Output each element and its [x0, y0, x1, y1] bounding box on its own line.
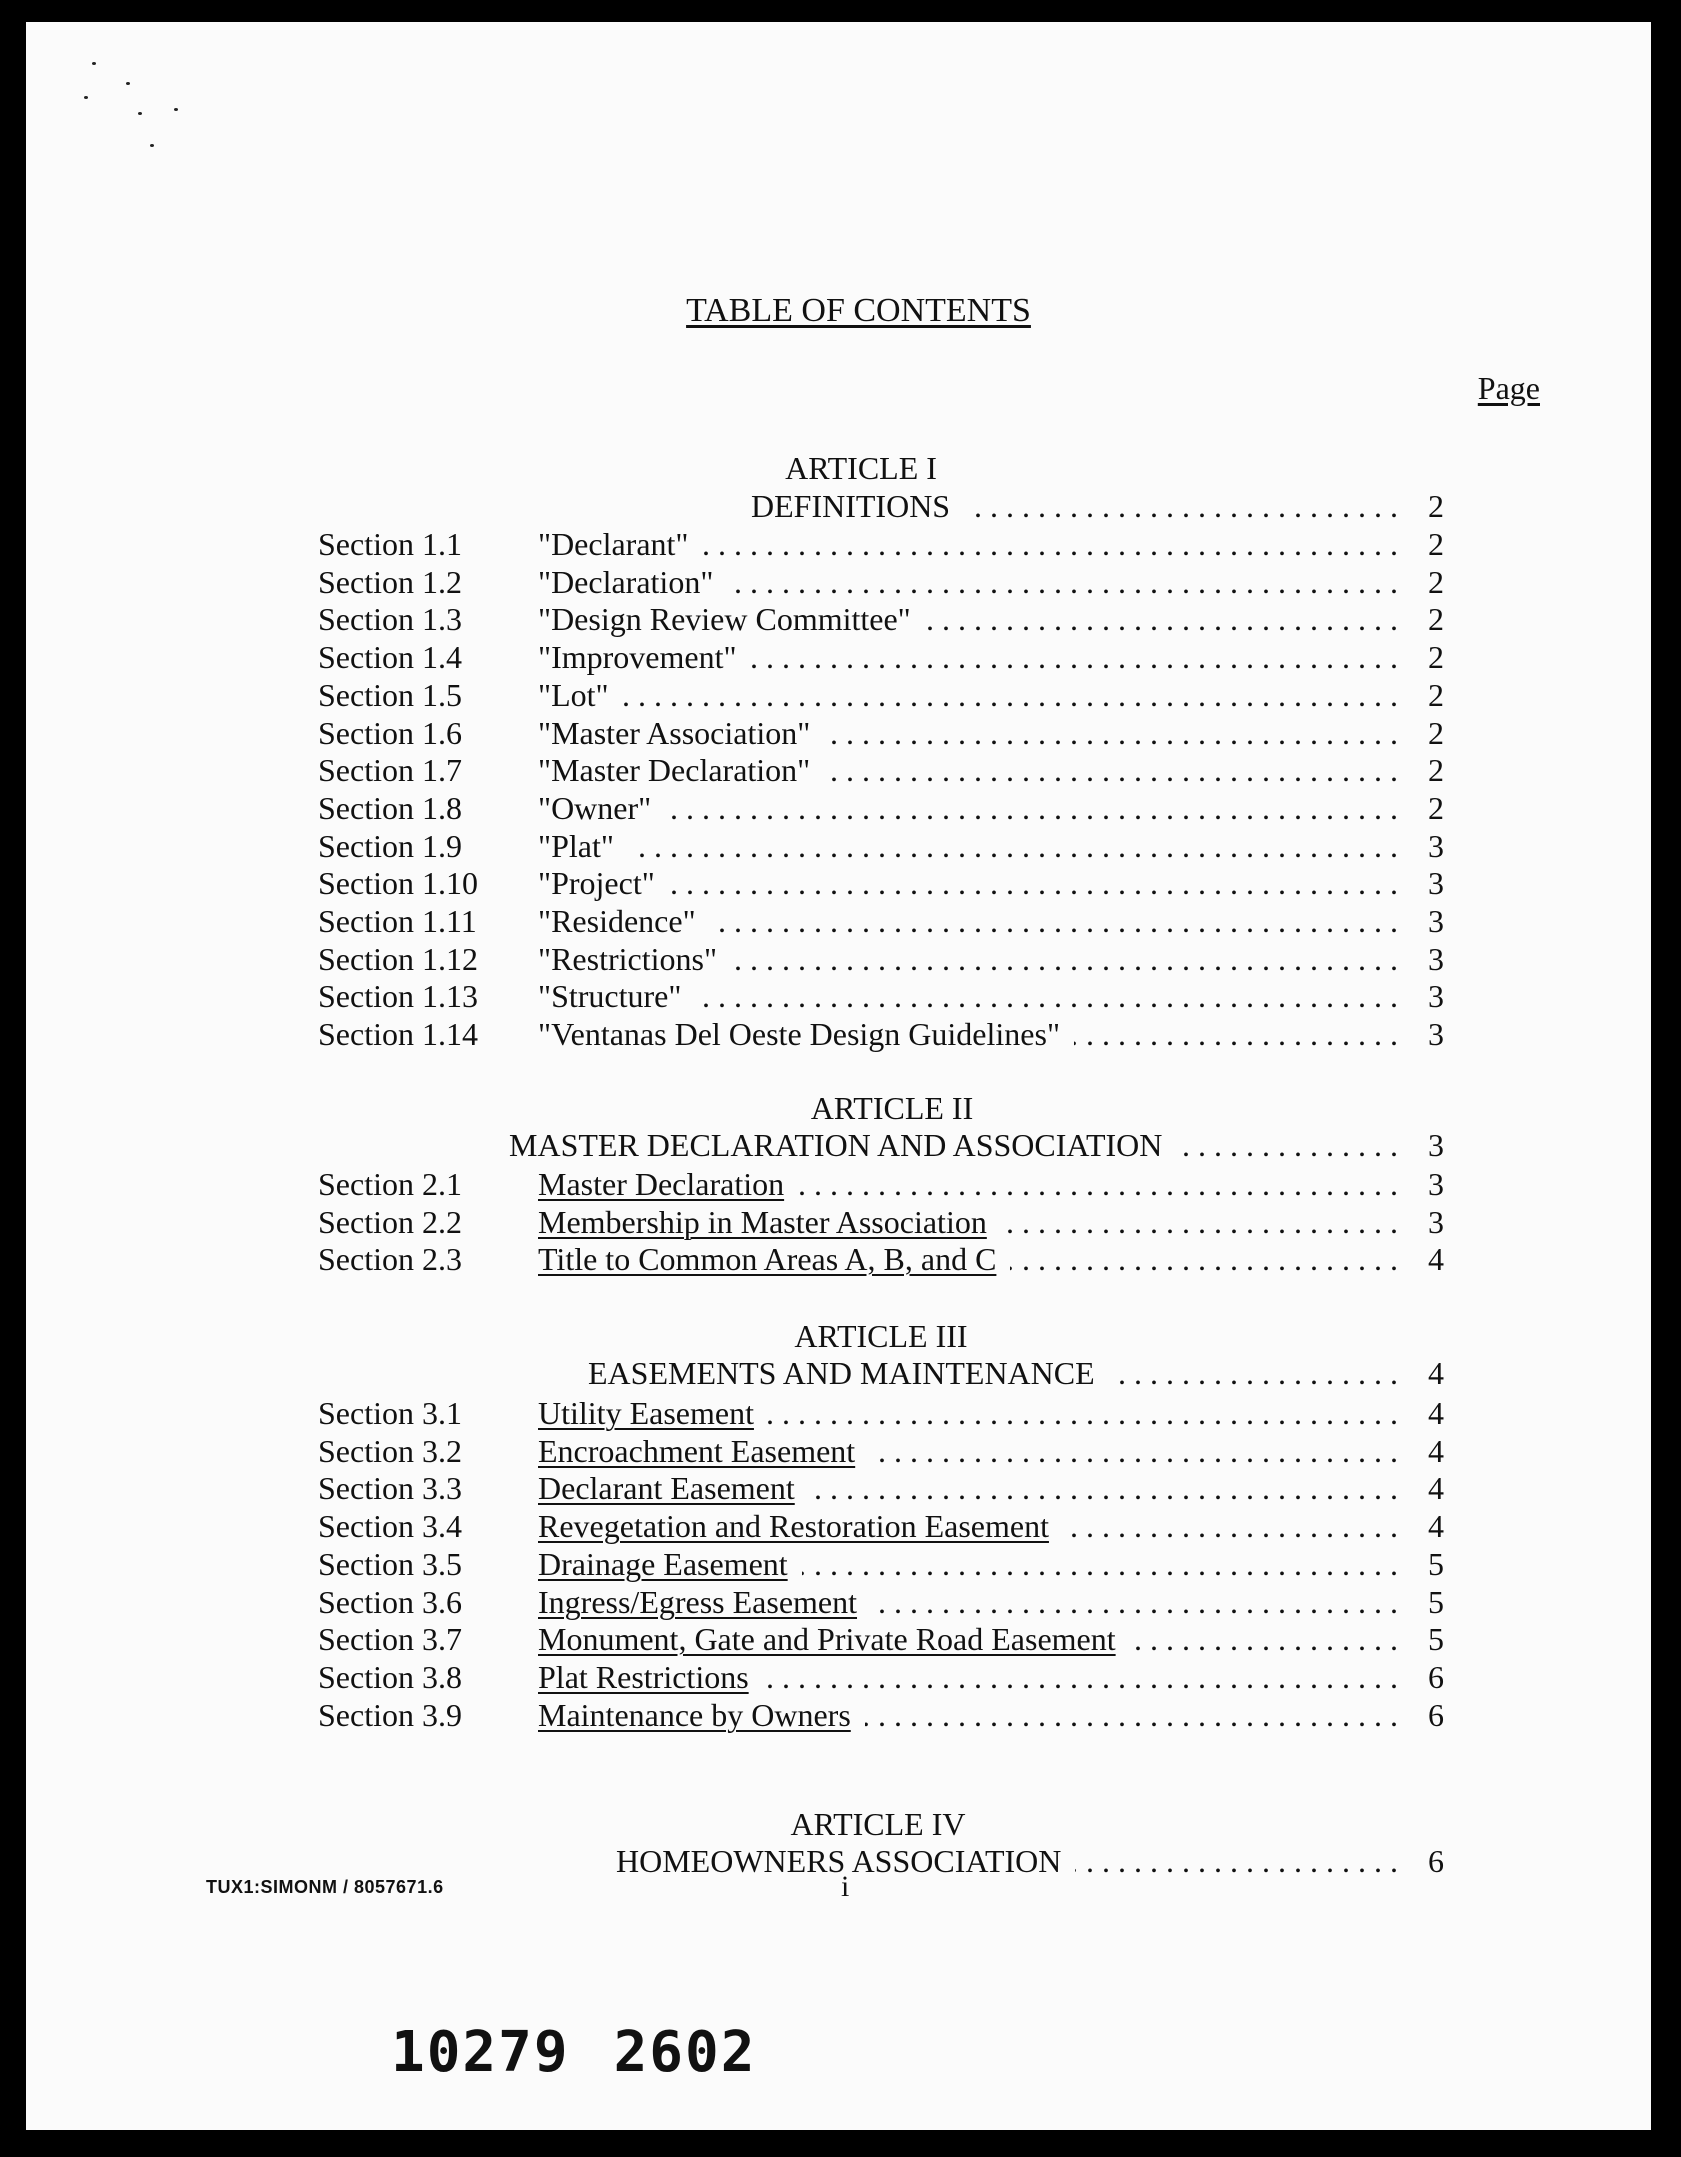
toc-row	[26, 977, 1651, 1015]
section-label: Section 1.1	[318, 526, 462, 562]
toc-row	[26, 714, 1651, 752]
toc-row-title	[538, 1545, 802, 1583]
toc-row-title	[538, 1394, 768, 1432]
dot-leader	[538, 676, 1398, 714]
toc-row-page: 3	[1428, 1016, 1444, 1052]
toc-row-text: Monument, Gate and Private Road Easement	[538, 1621, 1116, 1657]
section-label: Section 3.6	[318, 1584, 462, 1620]
toc-row-page: 6	[1428, 1697, 1444, 1733]
article-heading-page: 2	[1428, 488, 1444, 524]
speck-mark	[174, 108, 178, 111]
toc-row-text: Title to Common Areas A, B, and C	[538, 1241, 997, 1277]
toc-row-text: "Lot"	[538, 677, 609, 713]
toc-row-title	[538, 864, 669, 902]
toc-row	[26, 1545, 1651, 1583]
section-label: Section 3.3	[318, 1470, 462, 1506]
toc-row-text: "Declaration"	[538, 564, 714, 600]
toc-row-title	[538, 1583, 871, 1621]
toc-row-page: 3	[1428, 903, 1444, 939]
toc-row-page: 2	[1428, 639, 1444, 675]
toc-row-text: "Ventanas Del Oeste Design Guidelines"	[538, 1016, 1060, 1052]
article-number: ARTICLE III	[794, 1318, 968, 1354]
page-column-label: Page	[1477, 370, 1540, 406]
toc-row-page: 4	[1428, 1508, 1444, 1544]
toc-row-text: Revegetation and Restoration Easement	[538, 1508, 1049, 1544]
toc-row-text: Master Declaration	[538, 1166, 785, 1202]
article-heading	[26, 487, 1651, 525]
toc-row	[26, 600, 1651, 638]
toc-row	[26, 940, 1651, 978]
document-page	[26, 22, 1651, 2130]
toc-row-title	[538, 1165, 798, 1203]
section-label: Section 1.4	[318, 639, 462, 675]
toc-row	[26, 638, 1651, 676]
section-label: Section 1.6	[318, 715, 462, 751]
toc-row	[26, 1165, 1651, 1203]
toc-row-text: "Master Declaration"	[538, 752, 811, 788]
speck-mark	[138, 112, 142, 115]
toc-row-title	[538, 563, 727, 601]
toc-row-text: Maintenance by Owners	[538, 1697, 851, 1733]
dot-leader	[538, 789, 1398, 827]
toc-row-title	[538, 827, 628, 865]
toc-row-text: Drainage Easement	[538, 1546, 788, 1582]
toc-row	[26, 1015, 1651, 1053]
toc-row-page: 4	[1428, 1470, 1444, 1506]
toc-row	[26, 676, 1651, 714]
toc-row-page: 3	[1428, 1204, 1444, 1240]
toc-row-page: 5	[1428, 1546, 1444, 1582]
article-heading-text: HOMEOWNERS ASSOCIATION	[616, 1843, 1062, 1879]
toc-row-title	[538, 1507, 1063, 1545]
toc-row-text: "Design Review Committee"	[538, 601, 911, 637]
section-label: Section 2.2	[318, 1204, 462, 1240]
section-label: Section 1.14	[318, 1016, 478, 1052]
toc-row-page: 2	[1428, 790, 1444, 826]
section-label: Section 1.12	[318, 941, 478, 977]
toc-row	[26, 1394, 1651, 1432]
article-heading-title	[588, 1354, 1109, 1392]
toc-row-title	[538, 638, 751, 676]
toc-row-page: 4	[1428, 1395, 1444, 1431]
toc-row	[26, 1507, 1651, 1545]
speck-mark	[126, 82, 130, 85]
section-label: Section 2.3	[318, 1241, 462, 1277]
toc-row-title	[538, 600, 925, 638]
document-id: TUX1:SIMONM / 8057671.6	[206, 1877, 444, 1897]
toc-row-title	[538, 902, 710, 940]
toc-row-page: 3	[1428, 828, 1444, 864]
toc-row-text: "Declarant"	[538, 526, 689, 562]
toc-row-page: 2	[1428, 715, 1444, 751]
article-heading-text: EASEMENTS AND MAINTENANCE	[588, 1355, 1095, 1391]
stamp-part: 10279	[391, 2020, 570, 2085]
toc-row-page: 2	[1428, 752, 1444, 788]
toc-row	[26, 1469, 1651, 1507]
section-label: Section 1.13	[318, 978, 478, 1014]
toc-row-page: 5	[1428, 1621, 1444, 1657]
article-heading	[26, 1354, 1651, 1392]
article-number: ARTICLE II	[810, 1090, 974, 1126]
toc-row	[26, 827, 1651, 865]
section-label: Section 1.8	[318, 790, 462, 826]
section-label: Section 1.7	[318, 752, 462, 788]
section-label: Section 3.4	[318, 1508, 462, 1544]
section-label: Section 2.1	[318, 1166, 462, 1202]
toc-row-text: Membership in Master Association	[538, 1204, 987, 1240]
toc-row	[26, 864, 1651, 902]
toc-row-title	[538, 1620, 1130, 1658]
section-label: Section 3.8	[318, 1659, 462, 1695]
toc-row-title	[538, 977, 695, 1015]
article-heading-page: 4	[1428, 1355, 1444, 1391]
article-heading	[26, 1842, 1651, 1880]
toc-row-title	[538, 1240, 1010, 1278]
section-label: Section 1.2	[318, 564, 462, 600]
section-label: Section 1.3	[318, 601, 462, 637]
article-heading-title	[751, 487, 964, 525]
toc-row-text: "Owner"	[538, 790, 652, 826]
toc-row-title	[538, 940, 731, 978]
page-number: i	[841, 1870, 850, 1903]
toc-row-page: 2	[1428, 601, 1444, 637]
article-heading-page: 6	[1428, 1843, 1444, 1879]
dot-leader	[538, 827, 1398, 865]
toc-row-text: Utility Easement	[538, 1395, 754, 1431]
toc-row-page: 2	[1428, 526, 1444, 562]
section-label: Section 3.1	[318, 1395, 462, 1431]
section-label: Section 1.11	[318, 903, 477, 939]
toc-row-page: 3	[1428, 978, 1444, 1014]
toc-row	[26, 1583, 1651, 1621]
toc-row-text: "Master Association"	[538, 715, 811, 751]
toc-row-text: "Residence"	[538, 903, 696, 939]
toc-row-title	[538, 751, 824, 789]
toc-row	[26, 1240, 1651, 1278]
toc-row	[26, 563, 1651, 601]
page-title: TABLE OF CONTENTS	[686, 292, 1031, 329]
toc-row-page: 4	[1428, 1433, 1444, 1469]
toc-row-text: Declarant Easement	[538, 1470, 795, 1506]
toc-row-title	[538, 1203, 1001, 1241]
toc-row-text: Plat Restrictions	[538, 1659, 749, 1695]
article-heading-page: 3	[1428, 1127, 1444, 1163]
toc-row	[26, 1203, 1651, 1241]
toc-row	[26, 525, 1651, 563]
toc-row	[26, 902, 1651, 940]
article-heading	[26, 1126, 1651, 1164]
section-label: Section 1.10	[318, 865, 478, 901]
toc-row	[26, 1658, 1651, 1696]
toc-row	[26, 789, 1651, 827]
toc-row	[26, 1696, 1651, 1734]
section-label: Section 1.5	[318, 677, 462, 713]
toc-row	[26, 1620, 1651, 1658]
toc-row-text: "Plat"	[538, 828, 614, 864]
toc-row-page: 4	[1428, 1241, 1444, 1277]
article-number: ARTICLE I	[785, 450, 937, 486]
toc-row-text: "Restrictions"	[538, 941, 717, 977]
toc-row-page: 2	[1428, 677, 1444, 713]
toc-row-title	[538, 714, 824, 752]
speck-mark	[150, 144, 154, 147]
toc-row-title	[538, 525, 702, 563]
toc-row-page: 3	[1428, 865, 1444, 901]
toc-row-title	[538, 1432, 869, 1470]
toc-row-text: Encroachment Easement	[538, 1433, 856, 1469]
section-label: Section 3.2	[318, 1433, 462, 1469]
section-label: Section 3.5	[318, 1546, 462, 1582]
toc-row-text: "Improvement"	[538, 639, 737, 675]
article-number: ARTICLE IV	[790, 1806, 966, 1842]
section-label: Section 1.9	[318, 828, 462, 864]
toc-row-text: Ingress/Egress Easement	[538, 1584, 858, 1620]
toc-row	[26, 751, 1651, 789]
toc-row-text: "Structure"	[538, 978, 682, 1014]
toc-row-page: 5	[1428, 1584, 1444, 1620]
stamp-number	[391, 2020, 800, 2085]
section-label: Section 3.9	[318, 1697, 462, 1733]
toc-row	[26, 1432, 1651, 1470]
toc-row-title	[538, 1469, 809, 1507]
toc-row-text: "Project"	[538, 865, 655, 901]
toc-row-title	[538, 1696, 865, 1734]
toc-row-title	[538, 1015, 1074, 1053]
toc-row-title	[538, 676, 623, 714]
speck-mark	[92, 62, 96, 65]
toc-row-page: 3	[1428, 941, 1444, 977]
toc-row-page: 2	[1428, 564, 1444, 600]
speck-mark	[84, 96, 88, 99]
article-heading-text: DEFINITIONS	[751, 488, 951, 524]
toc-row-page: 3	[1428, 1166, 1444, 1202]
toc-row-title	[538, 789, 665, 827]
article-heading-text: MASTER DECLARATION AND ASSOCIATION	[509, 1127, 1163, 1163]
stamp-part: 2602	[613, 2020, 757, 2085]
toc-row-title	[538, 1658, 763, 1696]
toc-row-page: 6	[1428, 1659, 1444, 1695]
article-heading-title	[509, 1126, 1176, 1164]
section-label: Section 3.7	[318, 1621, 462, 1657]
